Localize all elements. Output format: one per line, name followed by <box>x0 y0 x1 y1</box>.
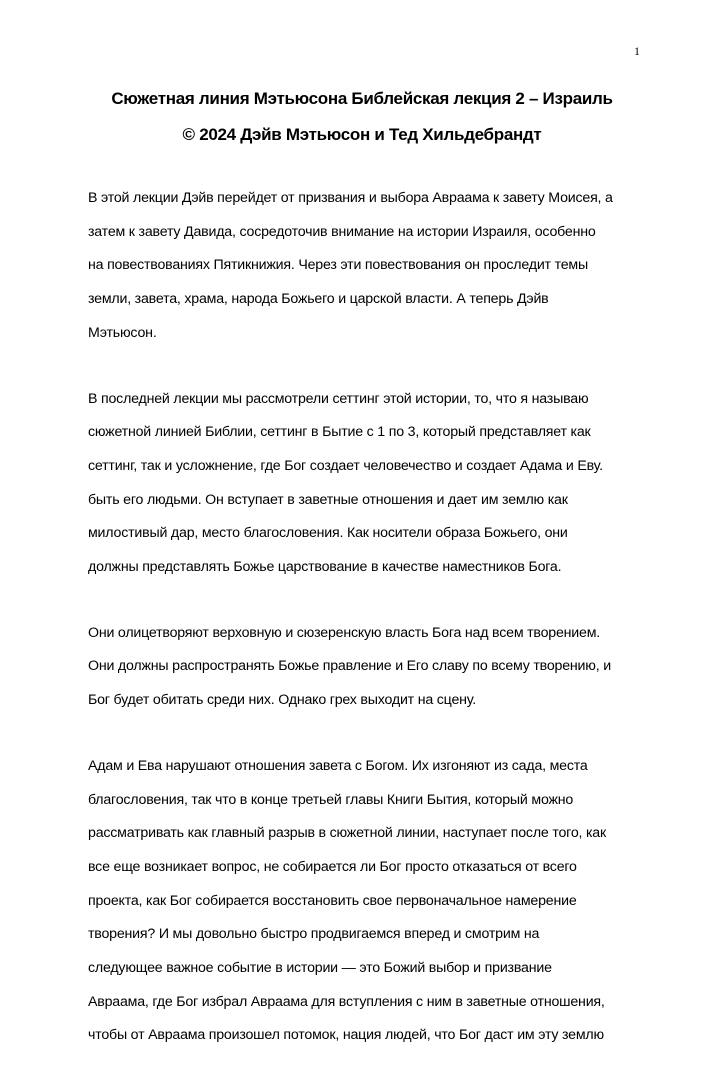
text-line: быть его людьми. Он вступает в заветные отношения и дает им землю как <box>88 491 568 508</box>
text-line: сеттинг, так и усложнение, где Бог создает человечество и создает Адама и Еву. <box>88 457 603 474</box>
body-text <box>88 182 636 1085</box>
text-line: В последней лекции мы рассмотрели сеттинг этой истории, то, что я называю <box>88 390 589 407</box>
text-line: все еще возникает вопрос, не собирается ли Бог просто отказаться от всего <box>88 858 577 875</box>
text-line: милостивый дар, место благословения. Как носители образа Божьего, они <box>88 525 568 542</box>
paragraph-1 <box>88 182 636 351</box>
text-line: сюжетной линией Библии, сеттинг в Бытие с 1 по 3, который представляет как <box>88 424 591 441</box>
text-line: земли, завета, храма, народа Божьего и царской власти. А теперь Дэйв <box>88 291 549 308</box>
paragraph-4 <box>88 750 636 1053</box>
text-line: рассматривать как главный разрыв в сюжетной линии, наступает после того, как <box>88 825 607 842</box>
text-line: Адам и Ева нарушают отношения завета с Богом. Их изгоняют из сада, места <box>88 757 588 774</box>
text-line: следующее важное событие в истории — это Божий выбор и призвание <box>88 960 552 977</box>
text-line: Они олицетворяют верховную и сюзеренскую власть Бога над всем творением. <box>88 624 601 641</box>
text-line: чтобы от Авраама произошел потомок, нация людей, что Бог даст им эту землю <box>88 1027 604 1044</box>
text-line: на повествованиях Пятикнижия. Через эти повествования он проследит темы <box>88 257 588 274</box>
copyright-line: © 2024 Дэйв Мэтьюсон и Тед Хильдебрандт <box>182 125 542 144</box>
text-line: Авраама, где Бог избрал Авраама для вступления с ним в заветные отношения, <box>88 993 605 1010</box>
text-line: благословения, так что в конце третьей главы Книги Бытия, который можно <box>88 791 574 808</box>
paragraph-3 <box>88 617 636 718</box>
text-line: В этой лекции Дэйв перейдет от призвания и выбора Авраама к завету Моисея, а <box>88 190 613 206</box>
text-line: проекта, как Бог собирается восстановить свое первоначальное намерение <box>88 892 577 909</box>
text-line: творения? И мы довольно быстро продвигаемся вперед и смотрим на <box>88 926 540 943</box>
document-title: Сюжетная линия Мэтьюсона Библейская лекция 2 – Израиль <box>111 89 613 108</box>
text-line: должны представлять Божье царствование в качестве наместников Бога. <box>88 559 562 576</box>
text-line: Бог будет обитать среди них. Однако грех выходит на сцену. <box>88 692 476 709</box>
text-line: Они должны распространять Божье правление и Его славу по всему творению, и <box>88 658 611 675</box>
text-line: затем к завету Давида, сосредоточив внимание на истории Израиля, особенно <box>88 223 596 240</box>
page-number: 1 <box>634 44 640 58</box>
paragraph-2 <box>88 383 636 585</box>
text-line: Мэтьюсон. <box>88 324 157 341</box>
